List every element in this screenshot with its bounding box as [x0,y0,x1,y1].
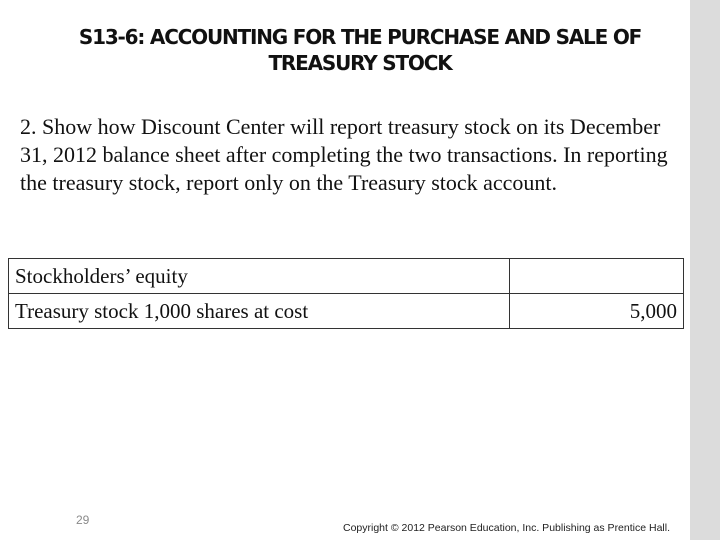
row-amount [510,259,684,294]
slide-title [40,24,680,76]
equity-table [8,258,684,329]
table-row [9,259,684,294]
title-line-2: TREASURY STOCK [268,51,452,75]
copyright-notice: Copyright © 2012 Pearson Education, Inc. Publishing as Prentice Hall. [343,522,671,534]
question-text: 2. Show how Discount Center will report treasury stock on its December 31, 2012 balance sheet after completing the two transactions. In reporting the treasury stock, report only on the Treasury stock account. [20,114,668,195]
title-line-1: S13-6: ACCOUNTING FOR THE PURCHASE AND SALE OF [78,25,642,49]
row-label: Treasury stock 1,000 shares at cost [9,294,510,329]
right-decorative-bar [690,0,720,540]
page-number: 29 [76,513,90,527]
row-label: Stockholders’ equity [9,259,510,294]
row-amount: 5,000 [510,294,684,329]
table-row [9,294,684,329]
